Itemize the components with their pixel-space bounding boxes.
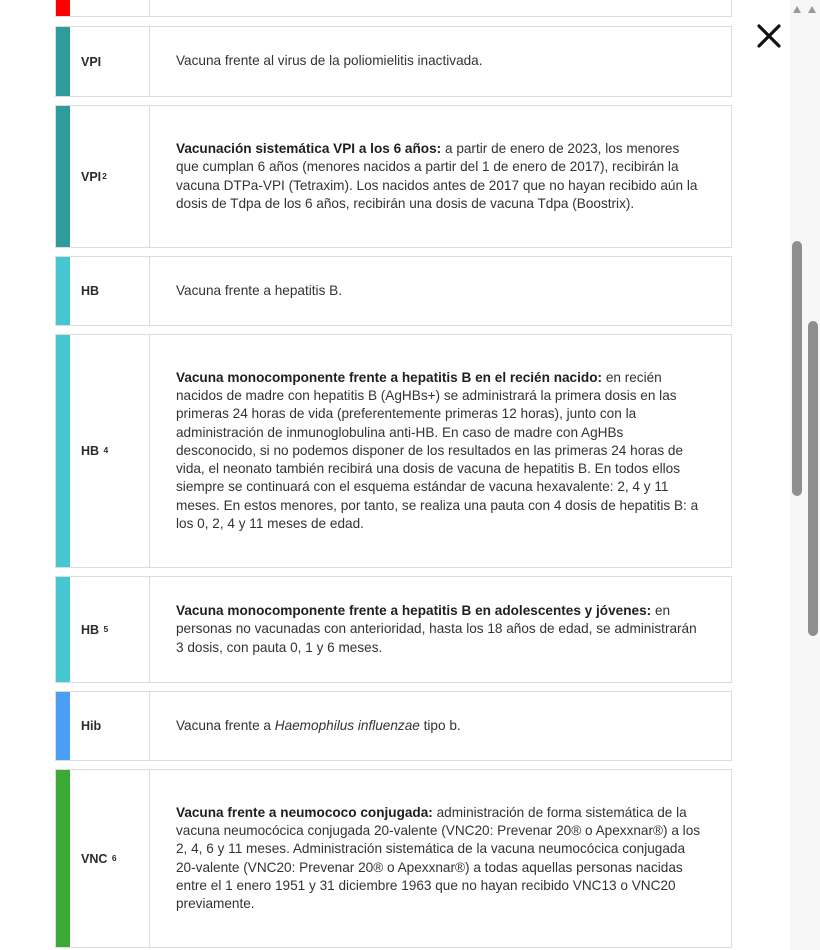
description-text: Vacuna frente al virus de la poliomielitis inactivada. [176, 53, 483, 69]
vaccine-code [70, 692, 150, 760]
vaccine-code [70, 27, 150, 96]
vaccine-description [151, 335, 731, 567]
vaccine-description [151, 257, 731, 325]
close-icon [754, 21, 784, 51]
color-bar [56, 770, 70, 947]
vaccine-code [70, 106, 150, 247]
vaccine-description [151, 770, 731, 947]
vaccine-code-label: HB [81, 444, 100, 458]
description-text: administración de forma sistemática de la vacuna neumocócica conjugada 20-valente (VNC20: Prevenar 20® o Apexxnar®) a los 2, 4, 6 y 11 meses. Administración sistemática de la vacuna neumocócica conjugada 20-valente (VNC20: Prevenar 20® o Apexxnar®) a todas aquellas personas nacidas entre el 1 enero 1951 y 31 diciembre 1963 que no hayan recibido VNC13 o VNC20 previamente. [176, 804, 701, 911]
description-text-post: tipo b. [419, 717, 461, 733]
vaccine-code-label: VPI [81, 169, 102, 184]
footnote-ref[interactable]: 2 [102, 170, 107, 181]
vaccine-code-label: HB [81, 622, 100, 637]
table-row [55, 769, 732, 948]
description-italic: Haemophilus influenzae [274, 717, 420, 733]
table-row-partial [55, 0, 732, 17]
vaccine-code [70, 257, 150, 325]
vaccine-description [151, 106, 731, 247]
description-text-pre: Vacuna frente a [176, 717, 275, 733]
table-row [55, 576, 732, 683]
footnote-ref[interactable]: 6 [111, 852, 117, 863]
vaccine-code-label: VPI [81, 54, 102, 69]
footnote-ref[interactable]: 4 [103, 445, 109, 455]
description-heading: Vacunación sistemática VPI a los 6 años: [176, 141, 442, 157]
color-bar [56, 692, 70, 760]
table-row [55, 691, 732, 761]
vaccine-code [70, 335, 150, 567]
table-row [55, 256, 732, 326]
color-bar-red [56, 0, 70, 16]
vaccine-code [70, 770, 150, 947]
modal-scrollbar-thumb[interactable] [792, 241, 802, 496]
page-scrollbar-thumb[interactable] [808, 321, 818, 636]
description-heading: Vacuna frente a neumococo conjugada: [176, 804, 433, 820]
vaccine-description [151, 692, 731, 760]
color-bar [56, 106, 70, 247]
vaccine-description [151, 27, 731, 96]
description-text: Vacuna frente a hepatitis B. [176, 282, 342, 298]
scroll-up-arrow-icon[interactable] [793, 6, 801, 13]
color-bar [56, 27, 70, 96]
color-bar [56, 335, 70, 567]
description-heading: Vacuna monocomponente frente a hepatitis B en el recién nacido: [176, 370, 603, 386]
description-text: en recién nacidos de madre con hepatitis B (AgHBs+) se administrará la primera dosis en las primeras 24 horas de vida (preferentemente primeras 12 horas), junto con la administración de inmunoglobulina anti-HB. En caso de madre con AgHBs desconocido, si no podemos disponer de los resultados en las primeras 24 horas de vida, el neonato también recibirá una dosis de vacuna de hepatitis B. En todos ellos siempre se continuará con el esquema estándar de vacuna hexavalente: 2, 4 y 11 meses. En estos menores, por tanto, se realiza una pauta con 4 dosis de hepatitis B: a los 0, 2, 4 y 11 meses de edad. [176, 370, 699, 531]
footnote-ref[interactable]: 5 [103, 623, 109, 634]
description-text: a partir de enero de 2023, los menores que cumplan 6 años (menores nacidos a partir del 1 de enero de 2017), recibirán la vacuna DTPa-VPI (Tetraxim). Los nacidos antes de 2017 que no hayan recibido aún la dosis de Tdpa de los 6 años, recibirán una dosis de vacuna Tdpa (Boostrix). [176, 141, 698, 211]
vaccine-code-label: VNC [81, 851, 108, 866]
vaccine-code [70, 577, 150, 682]
table-row [55, 26, 732, 97]
code-cell [70, 0, 150, 16]
table-row [55, 334, 732, 568]
vaccine-description [151, 577, 731, 682]
description-text: en personas no vacunadas con anterioridad, hasta los 18 años de edad, se administrarán 3 dosis, con pauta 0, 1 y 6 meses. [176, 603, 697, 655]
vaccine-code-label: HB [81, 284, 100, 298]
close-button[interactable] [754, 21, 784, 51]
table-row [55, 105, 732, 248]
description-heading: Vacuna monocomponente frente a hepatitis B en adolescentes y jóvenes: [176, 603, 652, 619]
color-bar [56, 257, 70, 325]
color-bar [56, 577, 70, 682]
scroll-up-arrow-icon[interactable] [808, 6, 816, 13]
vaccine-code-label: Hib [81, 719, 102, 733]
